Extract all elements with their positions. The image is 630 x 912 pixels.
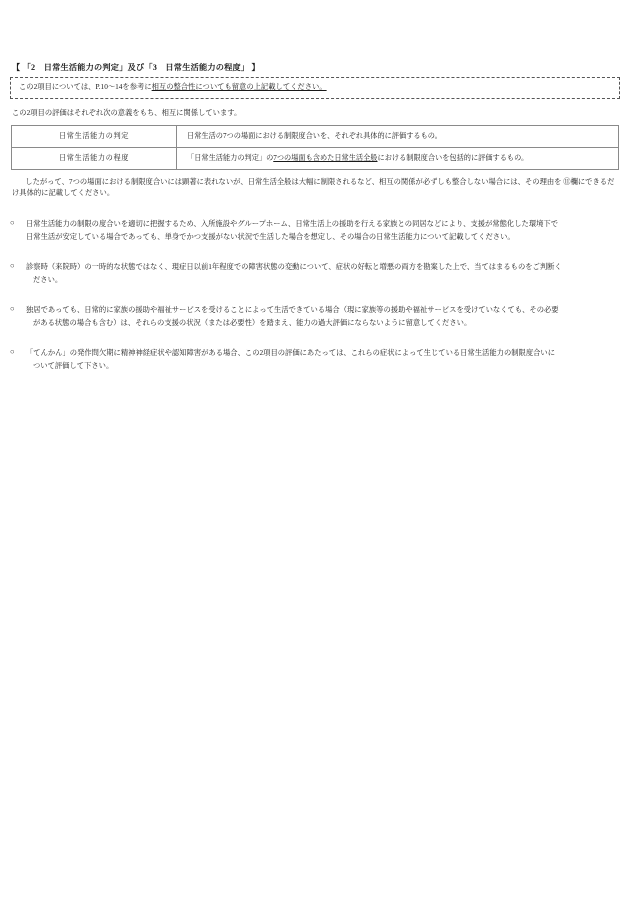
bullet-body [26, 217, 620, 244]
list-item [10, 303, 620, 330]
notice-text-plain: この2項目については、P.10〜14を参考に [19, 82, 152, 92]
bullet-line1: 「てんかん」の発作問欠期に精神神経症状や認知障害がある場合、この2項目の評価にあたっては、これらの症状によって生じている日常生活能力の制限度合いに [26, 347, 556, 357]
row-label-degree: 日常生活能力の程度 [12, 147, 177, 169]
list-item [10, 346, 620, 373]
bullet-line1: 日常生活能力の制限の度合いを適切に把握するため、入所施設やグループホーム、日常生活上の援助を行える家族との同居などにより、支援が常態化した環境下で [26, 218, 559, 228]
list-item [10, 260, 620, 287]
table-row [12, 147, 619, 169]
after-table-line1: したがって、7つの場面における制限度合いには顕著に表れないが、日常生活全般は大幅に制限されるなど、相互の関係が必ずしも整合しない場合には、その理由を [18, 176, 562, 186]
bullet-marker: ○ [10, 260, 15, 270]
after-table-line2: ⑪欄にできるだけ具体的に記載してください。 [12, 176, 615, 197]
bullet-marker: ○ [10, 303, 15, 313]
after-table-note [12, 177, 620, 199]
row-desc-degree-head: 「日常生活能力の判定」の [187, 153, 274, 162]
bullet-body [26, 303, 620, 330]
bullet-line1: 診察時（来院時）の一時的な状態ではなく、現症日以前1年程度での障害状態の変動について、症状の好転と増悪の両方を勘案した上で、当てはまるものをご判断く [26, 261, 562, 271]
bullet-list [10, 217, 620, 373]
bullet-line1: 独居であっても、日常的に家族の援助や福祉サービスを受けることによって生活できている場合（現に家族等の援助や福祉サービスを受けていなくても、その必要 [26, 304, 559, 314]
row-desc-degree-tail: における制限度合いを包括的に評価するもの。 [377, 153, 529, 162]
bullet-line2: がある状態の場合も含む）は、それらの支援の状況（または必要性）を踏まえ、能力の過大評価にならないように留意してください。 [33, 318, 472, 328]
row-desc-degree-underlined: 7つの場面も含めた日常生活全般 [273, 153, 378, 162]
bullet-line2: ついて評価して下さい。 [33, 361, 114, 371]
page-title: 【 「2 日常生活能力の判定」及び「3 日常生活能力の程度」 】 [12, 63, 260, 72]
notice-box [10, 77, 620, 99]
list-item [10, 217, 620, 244]
bullet-marker: ○ [10, 346, 15, 356]
meaning-table [11, 125, 619, 170]
table-row [12, 126, 619, 148]
document-content [10, 62, 620, 389]
bullet-body [26, 260, 620, 287]
row-desc-degree [177, 147, 619, 169]
lead-paragraph: この2項目の評価はそれぞれ次の意義をもち、相互に関係しています。 [12, 108, 242, 118]
bullet-line2: 日常生活が安定している場合であっても、単身でかつ支援がない状況で生活した場合を想定し、その場合の日常生活能力について記載してください。 [26, 232, 515, 242]
row-label-judgement: 日常生活能力の判定 [12, 126, 177, 148]
row-desc-judgement-text: 日常生活の7つの場面における制限度合いを、それぞれ具体的に評価するもの。 [187, 132, 442, 141]
bullet-marker: ○ [10, 217, 15, 227]
notice-text-underlined: 相互の整合性についても留意の上記載してください。 [151, 82, 327, 92]
row-desc-judgement [177, 126, 619, 148]
bullet-line2: ださい。 [33, 275, 63, 285]
bullet-body [26, 346, 620, 373]
